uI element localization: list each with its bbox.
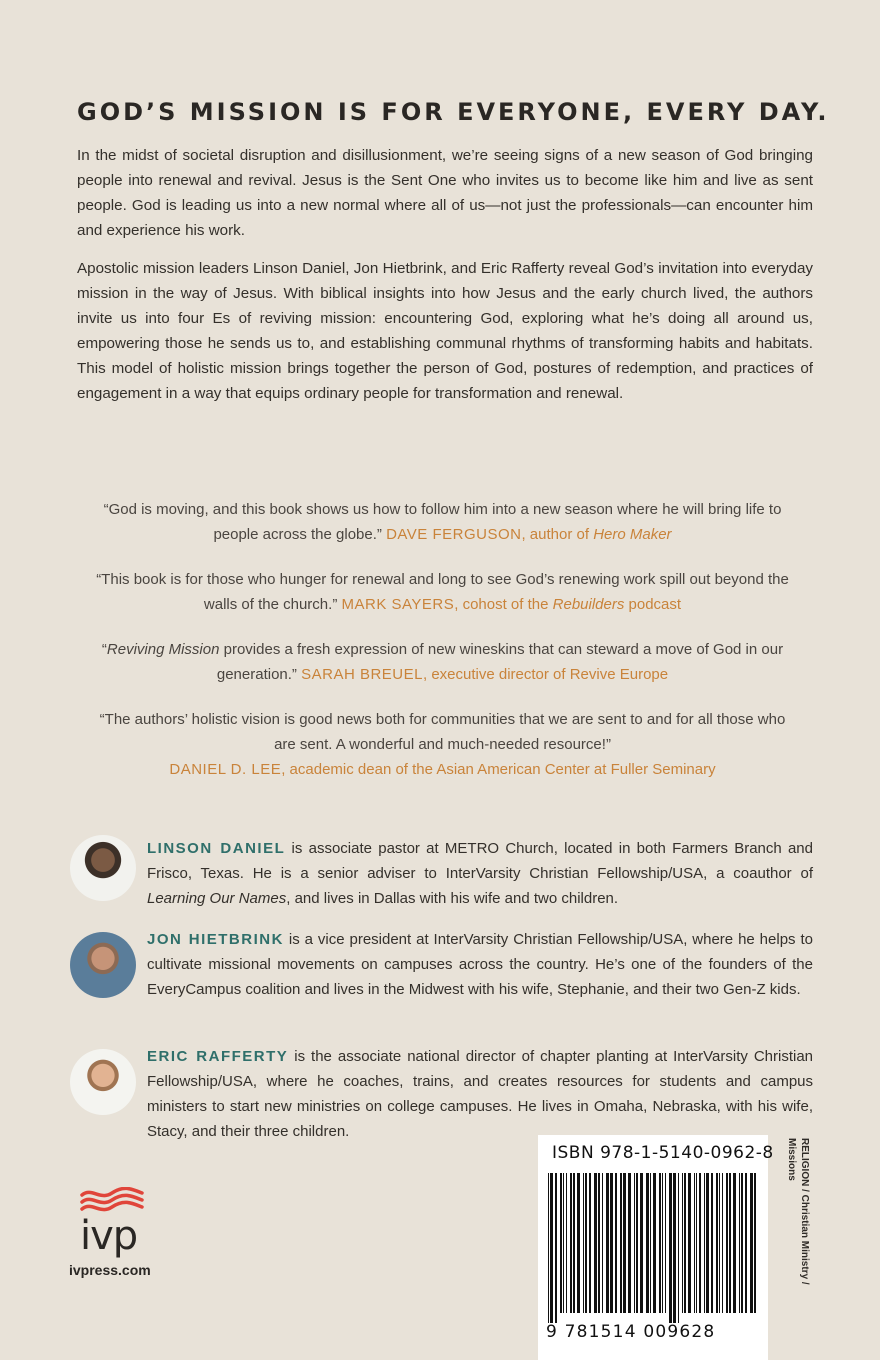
barcode-bar bbox=[598, 1173, 600, 1313]
barcode-bar bbox=[589, 1173, 591, 1313]
endorser-role: , academic dean of the Asian American Center at Fuller Seminary bbox=[281, 761, 716, 778]
endorser-role: , executive director of Revive Europe bbox=[422, 666, 669, 683]
author-name: JON HIETBRINK bbox=[147, 931, 284, 948]
barcode-bar bbox=[722, 1173, 723, 1313]
author-name: ERIC RAFFERTY bbox=[147, 1048, 289, 1065]
barcode-bar bbox=[741, 1173, 743, 1313]
barcode-bar bbox=[628, 1173, 631, 1313]
isbn-label: ISBN 978-1-5140-0962-8 bbox=[552, 1143, 774, 1163]
barcode-bar bbox=[665, 1173, 666, 1313]
author-bio-jon: JON HIETBRINK is a vice president at InterVarsity Christian Fellowship/USA, where he helps to cultivate missional movements on campuses across the country. He’s one of the founders of the EveryCampus coalition and lives in the Midwest with his wife, Stephanie, and their two Gen-Z kids. bbox=[147, 931, 813, 998]
barcode-bar bbox=[653, 1173, 656, 1313]
barcode-bar bbox=[694, 1173, 695, 1313]
author-photo-jon bbox=[70, 932, 136, 998]
endorsement bbox=[90, 707, 795, 782]
barcode-bar bbox=[726, 1173, 728, 1313]
description-paragraph-1: In the midst of societal disruption and disillusionment, we’re seeing signs of a new season of God bringing people into renewal and revival. Jesus is the Sent One who invites us to become like him and live as sent people. God is leading us into a new normal where all of us—not just the professionals—can encounter him and experience his work. bbox=[77, 147, 813, 239]
publisher-url: ivpress.com bbox=[69, 1262, 151, 1278]
barcode-bar bbox=[623, 1173, 626, 1313]
barcode-bar bbox=[606, 1173, 609, 1313]
barcode-bar bbox=[560, 1173, 562, 1313]
ean-digits: 9 781514 009628 bbox=[546, 1322, 716, 1342]
endorsement bbox=[90, 637, 795, 687]
endorsement bbox=[90, 567, 795, 617]
endorsement bbox=[90, 497, 795, 547]
barcode-bar bbox=[550, 1173, 553, 1323]
barcode-bar bbox=[733, 1173, 736, 1313]
barcode-bar bbox=[669, 1173, 672, 1323]
barcode-bar bbox=[704, 1173, 705, 1313]
barcode-bar bbox=[682, 1173, 683, 1313]
barcode-bar bbox=[650, 1173, 651, 1313]
barcode-bar bbox=[573, 1173, 575, 1313]
author-bio-linson: LINSON DANIEL is associate pastor at METRO Church, located in both Farmers Branch and Frisco, Texas. He is a senior adviser to InterVarsity Christian Fellowship/USA, a coauthor of Learning Our Names, and lives in Dallas with his wife and two children. bbox=[147, 840, 813, 907]
barcode-bars bbox=[546, 1173, 760, 1323]
barcode-bar bbox=[615, 1173, 617, 1313]
barcode bbox=[538, 1135, 774, 1360]
barcode-bar bbox=[570, 1173, 572, 1313]
category-label: RELIGION / Christian Ministry / Missions bbox=[786, 1138, 810, 1285]
endorsement-text: “Reviving Mission provides a fresh expression of new wineskins that can steward a move of God in our generation.” bbox=[101, 641, 784, 683]
barcode-bar bbox=[583, 1173, 584, 1313]
description-paragraph-2: Apostolic mission leaders Linson Daniel, Jon Hietbrink, and Eric Rafferty reveal God’s invitation into everyday mission in the way of Jesus. With biblical insights into how Jesus and the early church lived, the authors invite us into four Es of reviving mission: encountering God, exploring what he’s doing all around us, empowering those he sends us to, and establishing communal rhythms of transforming habits and habitats. This model of holistic mission brings together the person of God, postures of redemption, and practices of engagement in a way that equips ordinary people for transformation and renewal. bbox=[77, 260, 813, 402]
endorsement-text: “The authors’ holistic vision is good news both for communities that we are sent to and for all those who are sent. A wonderful and much-needed resource!” bbox=[99, 711, 786, 753]
barcode-bar bbox=[699, 1173, 701, 1313]
barcode-bar bbox=[696, 1173, 697, 1313]
barcode-bar bbox=[577, 1173, 580, 1313]
ivp-logo-text: ivp bbox=[80, 1213, 138, 1259]
barcode-bar bbox=[673, 1173, 676, 1323]
barcode-bar bbox=[662, 1173, 663, 1313]
barcode-bar bbox=[566, 1173, 567, 1313]
barcode-bar bbox=[706, 1173, 709, 1313]
barcode-bar bbox=[548, 1173, 549, 1323]
barcode-bar bbox=[719, 1173, 720, 1313]
barcode-bar bbox=[646, 1173, 649, 1313]
barcode-bar bbox=[585, 1173, 587, 1313]
barcode-bar bbox=[745, 1173, 747, 1313]
barcode-bar bbox=[555, 1173, 557, 1323]
barcode-bar bbox=[729, 1173, 731, 1313]
endorser-name: SARAH BREUEL bbox=[301, 666, 423, 683]
barcode-bar bbox=[711, 1173, 713, 1313]
endorsement-text: “This book is for those who hunger for renewal and long to see God’s renewing work spill out beyond the walls of the church.” bbox=[96, 571, 789, 613]
barcode-bar bbox=[684, 1173, 686, 1313]
barcode-bar bbox=[640, 1173, 643, 1313]
endorsements bbox=[90, 497, 795, 802]
endorser-name: DANIEL D. LEE bbox=[169, 761, 282, 778]
barcode-bar bbox=[563, 1173, 564, 1313]
barcode-bar bbox=[754, 1173, 756, 1313]
endorser-role: , author of Hero Maker bbox=[521, 526, 672, 543]
author-photo-linson bbox=[70, 835, 136, 901]
barcode-bar bbox=[620, 1173, 622, 1313]
barcode-bar bbox=[678, 1173, 679, 1323]
author-name: LINSON DANIEL bbox=[147, 840, 286, 857]
endorser-name: DAVE FERGUSON bbox=[386, 526, 522, 543]
barcode-bar bbox=[610, 1173, 613, 1313]
endorser-name: MARK SAYERS bbox=[341, 596, 455, 613]
barcode-bar bbox=[750, 1173, 753, 1313]
endorsement-text: “God is moving, and this book shows us how to follow him into a new season where he will bring life to people across the globe.” bbox=[103, 501, 782, 543]
author-photo-eric bbox=[70, 1049, 136, 1115]
barcode-bar bbox=[688, 1173, 691, 1313]
barcode-bar bbox=[636, 1173, 638, 1313]
barcode-bar bbox=[594, 1173, 597, 1313]
barcode-bar bbox=[634, 1173, 635, 1313]
headline: GOD’S MISSION IS FOR EVERYONE, EVERY DAY. bbox=[77, 98, 830, 126]
barcode-bar bbox=[716, 1173, 718, 1313]
barcode-bar bbox=[659, 1173, 661, 1313]
author-bio-eric: ERIC RAFFERTY is the associate national director of chapter planting at InterVarsity Christian Fellowship/USA, where he coaches, trains, and creates resources for students and campus ministers to start new ministries on college campuses. He lives in Omaha, Nebraska, with his wife, Stacy, and their three children. bbox=[147, 1048, 814, 1140]
barcode-bar bbox=[602, 1173, 603, 1313]
barcode-bar bbox=[739, 1173, 740, 1313]
endorser-role: , cohost of the Rebuilders podcast bbox=[454, 596, 682, 613]
